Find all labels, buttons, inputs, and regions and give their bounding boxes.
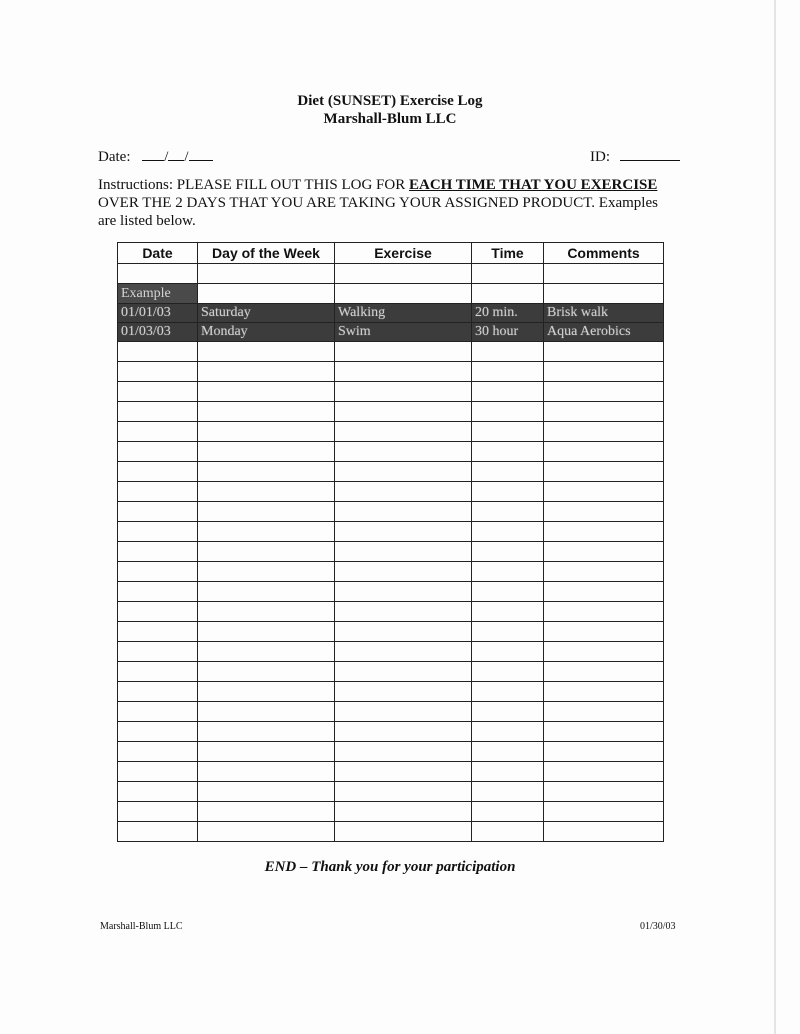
table-cell[interactable] bbox=[198, 264, 335, 284]
table-cell[interactable] bbox=[472, 522, 544, 542]
table-cell[interactable] bbox=[118, 702, 198, 722]
table-cell[interactable] bbox=[544, 562, 664, 582]
table-cell[interactable] bbox=[544, 622, 664, 642]
table-cell[interactable] bbox=[118, 482, 198, 502]
table-cell[interactable] bbox=[472, 264, 544, 284]
table-cell[interactable] bbox=[472, 422, 544, 442]
table-row bbox=[118, 822, 664, 842]
table-cell[interactable] bbox=[335, 822, 472, 842]
table-cell[interactable] bbox=[335, 442, 472, 462]
table-cell[interactable] bbox=[544, 542, 664, 562]
table-cell[interactable] bbox=[335, 402, 472, 422]
id-field bbox=[590, 146, 680, 166]
table-row bbox=[118, 264, 664, 284]
table-cell[interactable] bbox=[118, 762, 198, 782]
date-separator: / bbox=[164, 149, 169, 165]
table-cell[interactable] bbox=[198, 482, 335, 502]
table-cell[interactable] bbox=[544, 402, 664, 422]
table-cell[interactable] bbox=[198, 462, 335, 482]
table-cell[interactable] bbox=[118, 602, 198, 622]
table-cell[interactable] bbox=[544, 662, 664, 682]
table-row bbox=[118, 582, 664, 602]
table-row bbox=[118, 522, 664, 542]
table-cell[interactable] bbox=[198, 602, 335, 622]
table-cell[interactable] bbox=[335, 782, 472, 802]
table-cell[interactable] bbox=[335, 482, 472, 502]
table-cell[interactable] bbox=[198, 782, 335, 802]
table-row bbox=[118, 482, 664, 502]
table-cell[interactable] bbox=[472, 482, 544, 502]
table-cell[interactable] bbox=[198, 642, 335, 662]
footer-date: 01/30/03 bbox=[640, 921, 676, 932]
table-row bbox=[118, 462, 664, 482]
exercise-log-table bbox=[117, 242, 664, 842]
example-time: 30 hour bbox=[472, 323, 544, 342]
table-cell[interactable] bbox=[544, 264, 664, 284]
date-month-blank[interactable] bbox=[142, 146, 164, 161]
table-cell[interactable] bbox=[544, 362, 664, 382]
table-cell[interactable] bbox=[335, 362, 472, 382]
table-cell[interactable] bbox=[472, 602, 544, 622]
table-cell bbox=[544, 284, 664, 304]
table-row bbox=[118, 442, 664, 462]
example-row-1 bbox=[118, 304, 664, 323]
instructions bbox=[98, 176, 678, 230]
table-row bbox=[118, 562, 664, 582]
table-cell[interactable] bbox=[335, 342, 472, 362]
table-cell[interactable] bbox=[472, 342, 544, 362]
document-title: Diet (SUNSET) Exercise Log bbox=[297, 93, 483, 109]
table-cell[interactable] bbox=[544, 522, 664, 542]
table-cell[interactable] bbox=[198, 622, 335, 642]
table-cell[interactable] bbox=[198, 422, 335, 442]
table-cell[interactable] bbox=[118, 342, 198, 362]
column-header-day: Day of the Week bbox=[198, 243, 335, 264]
column-header-comments: Comments bbox=[544, 243, 664, 264]
table-row bbox=[118, 502, 664, 522]
company-name: Marshall-Blum LLC bbox=[323, 111, 457, 127]
table-cell[interactable] bbox=[544, 822, 664, 842]
table-cell[interactable] bbox=[472, 682, 544, 702]
table-cell[interactable] bbox=[335, 562, 472, 582]
table-cell bbox=[335, 284, 472, 304]
footer-company: Marshall-Blum LLC bbox=[100, 921, 183, 932]
table-cell[interactable] bbox=[472, 402, 544, 422]
table-cell[interactable] bbox=[335, 542, 472, 562]
table-cell[interactable] bbox=[472, 542, 544, 562]
table-cell[interactable] bbox=[118, 582, 198, 602]
table-row bbox=[118, 802, 664, 822]
table-cell[interactable] bbox=[472, 582, 544, 602]
table-cell[interactable] bbox=[198, 402, 335, 422]
table-cell[interactable] bbox=[544, 342, 664, 362]
table-cell bbox=[472, 284, 544, 304]
table-cell[interactable] bbox=[118, 382, 198, 402]
table-cell[interactable] bbox=[118, 264, 198, 284]
table-row bbox=[118, 382, 664, 402]
example-day: Saturday bbox=[198, 304, 335, 323]
table-row bbox=[118, 342, 664, 362]
table-cell[interactable] bbox=[118, 722, 198, 742]
example-date: 01/01/03 bbox=[118, 304, 198, 323]
table-cell[interactable] bbox=[544, 422, 664, 442]
table-cell[interactable] bbox=[118, 442, 198, 462]
table-cell[interactable] bbox=[198, 822, 335, 842]
table-cell[interactable] bbox=[544, 722, 664, 742]
table-cell[interactable] bbox=[198, 682, 335, 702]
table-cell[interactable] bbox=[198, 562, 335, 582]
column-header-date: Date bbox=[118, 243, 198, 264]
example-comments: Aqua Aerobics bbox=[544, 323, 664, 342]
table-row bbox=[118, 722, 664, 742]
id-label: ID: bbox=[590, 149, 610, 165]
example-exercise: Swim bbox=[335, 323, 472, 342]
table-cell[interactable] bbox=[335, 422, 472, 442]
table-cell[interactable] bbox=[544, 702, 664, 722]
table-cell[interactable] bbox=[335, 682, 472, 702]
table-cell[interactable] bbox=[198, 742, 335, 762]
table-row bbox=[118, 702, 664, 722]
table-cell[interactable] bbox=[472, 502, 544, 522]
table-cell[interactable] bbox=[118, 402, 198, 422]
table-cell[interactable] bbox=[335, 642, 472, 662]
table-cell[interactable] bbox=[335, 462, 472, 482]
table-row bbox=[118, 642, 664, 662]
table-cell[interactable] bbox=[118, 462, 198, 482]
table-cell[interactable] bbox=[472, 442, 544, 462]
table-cell[interactable] bbox=[198, 582, 335, 602]
table-cell[interactable] bbox=[118, 662, 198, 682]
table-cell[interactable] bbox=[472, 742, 544, 762]
table-cell[interactable] bbox=[118, 562, 198, 582]
table-cell[interactable] bbox=[472, 702, 544, 722]
instructions-text: Instructions: PLEASE FILL OUT THIS LOG FOR bbox=[98, 177, 409, 193]
table-cell[interactable] bbox=[198, 542, 335, 562]
table-cell[interactable] bbox=[118, 802, 198, 822]
table-cell[interactable] bbox=[118, 362, 198, 382]
example-label-row bbox=[118, 284, 664, 304]
table-cell[interactable] bbox=[472, 662, 544, 682]
table-cell[interactable] bbox=[544, 442, 664, 462]
table-cell[interactable] bbox=[544, 482, 664, 502]
table-cell[interactable] bbox=[335, 502, 472, 522]
table-cell[interactable] bbox=[472, 802, 544, 822]
table-cell[interactable] bbox=[118, 542, 198, 562]
table-cell[interactable] bbox=[118, 782, 198, 802]
table-cell[interactable] bbox=[472, 362, 544, 382]
table-cell[interactable] bbox=[544, 802, 664, 822]
table-cell[interactable] bbox=[198, 502, 335, 522]
table-cell[interactable] bbox=[118, 682, 198, 702]
table-cell[interactable] bbox=[198, 362, 335, 382]
table-cell[interactable] bbox=[118, 742, 198, 762]
table-row bbox=[118, 682, 664, 702]
table-cell[interactable] bbox=[198, 762, 335, 782]
table-row bbox=[118, 362, 664, 382]
date-field bbox=[98, 146, 213, 166]
table-cell[interactable] bbox=[544, 742, 664, 762]
table-cell[interactable] bbox=[544, 582, 664, 602]
table-cell[interactable] bbox=[198, 662, 335, 682]
table-cell[interactable] bbox=[544, 642, 664, 662]
table-row bbox=[118, 402, 664, 422]
table-cell[interactable] bbox=[472, 822, 544, 842]
table-cell[interactable] bbox=[118, 522, 198, 542]
table-cell[interactable] bbox=[472, 462, 544, 482]
table-cell[interactable] bbox=[118, 622, 198, 642]
table-row bbox=[118, 662, 664, 682]
table-cell[interactable] bbox=[335, 802, 472, 822]
table-row bbox=[118, 742, 664, 762]
table-cell[interactable] bbox=[198, 702, 335, 722]
table-cell[interactable] bbox=[335, 622, 472, 642]
scan-edge-line bbox=[774, 0, 776, 1034]
table-cell[interactable] bbox=[335, 582, 472, 602]
table-cell[interactable] bbox=[472, 722, 544, 742]
table-row bbox=[118, 762, 664, 782]
column-header-time: Time bbox=[472, 243, 544, 264]
date-day-blank[interactable] bbox=[168, 146, 184, 161]
table-cell[interactable] bbox=[544, 502, 664, 522]
table-cell[interactable] bbox=[472, 782, 544, 802]
table-cell[interactable] bbox=[118, 422, 198, 442]
table-row bbox=[118, 622, 664, 642]
table-cell[interactable] bbox=[544, 462, 664, 482]
table-cell[interactable] bbox=[544, 782, 664, 802]
table-row bbox=[118, 422, 664, 442]
table-cell[interactable] bbox=[335, 742, 472, 762]
table-cell[interactable] bbox=[335, 602, 472, 622]
example-time: 20 min. bbox=[472, 304, 544, 323]
column-header-exercise: Exercise bbox=[335, 243, 472, 264]
id-blank[interactable] bbox=[620, 146, 680, 161]
table-cell[interactable] bbox=[198, 442, 335, 462]
example-date: 01/03/03 bbox=[118, 323, 198, 342]
table-cell[interactable] bbox=[544, 762, 664, 782]
table-cell[interactable] bbox=[198, 522, 335, 542]
date-label: Date: bbox=[98, 149, 131, 165]
example-exercise: Walking bbox=[335, 304, 472, 323]
table-cell[interactable] bbox=[472, 622, 544, 642]
table-row bbox=[118, 782, 664, 802]
table-cell[interactable] bbox=[335, 722, 472, 742]
table-cell[interactable] bbox=[198, 722, 335, 742]
table-cell[interactable] bbox=[472, 762, 544, 782]
table-row bbox=[118, 602, 664, 622]
table-cell[interactable] bbox=[544, 382, 664, 402]
table-cell[interactable] bbox=[198, 802, 335, 822]
table-cell[interactable] bbox=[118, 642, 198, 662]
instructions-emphasis: EACH TIME THAT YOU EXERCISE bbox=[408, 177, 658, 193]
table-cell[interactable] bbox=[335, 702, 472, 722]
table-cell[interactable] bbox=[335, 522, 472, 542]
instructions-text-2: OVER THE 2 DAYS THAT YOU ARE TAKING YOUR ASSIGNED PRODUCT. Examples are listed below. bbox=[98, 195, 658, 229]
example-label: Example bbox=[118, 284, 198, 304]
table-cell[interactable] bbox=[198, 382, 335, 402]
table-row bbox=[118, 542, 664, 562]
table-cell[interactable] bbox=[472, 382, 544, 402]
end-note: END – Thank you for your participation bbox=[264, 859, 516, 875]
table-cell bbox=[198, 284, 335, 304]
table-cell[interactable] bbox=[335, 264, 472, 284]
table-cell[interactable] bbox=[544, 602, 664, 622]
table-cell[interactable] bbox=[472, 642, 544, 662]
date-separator: / bbox=[184, 149, 189, 165]
example-comments: Brisk walk bbox=[544, 304, 664, 323]
table-cell[interactable] bbox=[544, 682, 664, 702]
example-row-2 bbox=[118, 323, 664, 342]
table-cell[interactable] bbox=[472, 562, 544, 582]
table-cell[interactable] bbox=[118, 502, 198, 522]
table-header-row bbox=[118, 243, 664, 264]
table-cell[interactable] bbox=[335, 762, 472, 782]
table-cell[interactable] bbox=[118, 822, 198, 842]
table-cell[interactable] bbox=[335, 662, 472, 682]
table-cell[interactable] bbox=[335, 382, 472, 402]
table-cell[interactable] bbox=[198, 342, 335, 362]
example-day: Monday bbox=[198, 323, 335, 342]
date-year-blank[interactable] bbox=[189, 146, 213, 161]
